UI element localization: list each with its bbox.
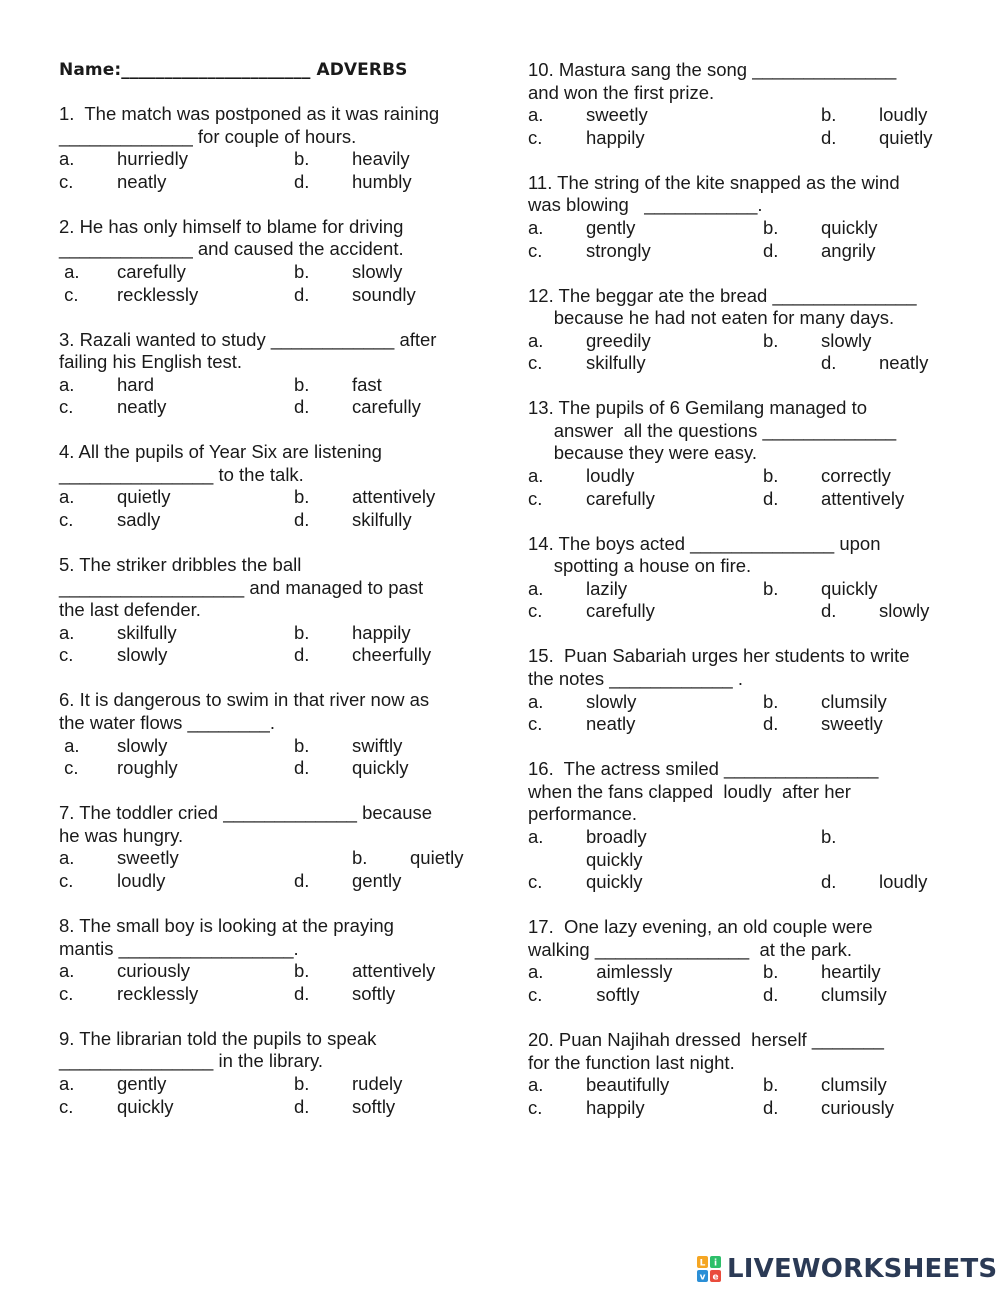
answer-options: [528, 961, 968, 1006]
option-word[interactable]: quietly: [117, 486, 171, 508]
question-line: the notes ____________ .: [528, 668, 743, 690]
question-text: [528, 59, 968, 104]
option-word[interactable]: gently: [586, 216, 636, 238]
option-row: [528, 465, 968, 488]
question-line: 3. Razali wanted to study ____________ after: [59, 328, 437, 350]
question-line: performance.: [528, 803, 637, 825]
option-letter: d.: [294, 757, 310, 779]
option-letter: d.: [821, 600, 837, 622]
option-row: [528, 578, 968, 601]
option-word[interactable]: skilfully: [117, 621, 177, 643]
answer-options: [528, 578, 968, 623]
option-row: [528, 984, 968, 1007]
question-text: [528, 645, 968, 690]
question-block: [59, 441, 479, 531]
option-letter: b.: [294, 960, 310, 982]
option-letter: c.: [59, 869, 74, 891]
question-line: mantis _________________.: [59, 937, 299, 959]
option-row: [528, 713, 968, 736]
option-letter: c.: [59, 644, 74, 666]
question-block: [528, 1029, 968, 1119]
question-line: walking _______________ at the park.: [528, 938, 853, 960]
option-letter: b.: [294, 260, 310, 282]
option-letter: c.: [59, 757, 79, 779]
option-letter: d.: [763, 487, 779, 509]
option-word[interactable]: sweetly: [586, 104, 648, 126]
question-line: 10. Mastura sang the song ______________: [528, 59, 897, 80]
option-letter: d.: [294, 644, 310, 666]
option-word[interactable]: slowly: [586, 690, 637, 712]
option-word[interactable]: quickly: [117, 1095, 174, 1117]
option-row: [59, 735, 479, 758]
option-letter: b.: [821, 104, 837, 126]
option-word[interactable]: happily: [352, 621, 411, 643]
question-text: [528, 758, 968, 826]
answer-options: [528, 465, 968, 510]
option-word[interactable]: neatly: [117, 396, 167, 418]
option-word[interactable]: neatly: [879, 352, 929, 374]
answer-options: [59, 1073, 479, 1118]
option-row: [528, 600, 968, 623]
option-letter: b.: [294, 621, 310, 643]
option-word[interactable]: attentively: [821, 487, 905, 509]
option-row: [528, 104, 968, 127]
option-word[interactable]: humbly: [352, 170, 412, 192]
answer-options: [59, 374, 479, 419]
option-letter: c.: [528, 713, 543, 735]
option-word[interactable]: neatly: [117, 170, 167, 192]
question-block: [59, 915, 479, 1005]
option-letter: a.: [528, 825, 544, 847]
option-letter: d.: [294, 283, 310, 305]
question-block: [59, 554, 479, 667]
option-word[interactable]: broadly: [586, 825, 647, 847]
option-word[interactable]: hard: [117, 373, 155, 395]
option-word[interactable]: attentively: [352, 960, 436, 982]
question-line: 17. One lazy evening, an old couple were: [528, 916, 873, 938]
option-letter: d.: [763, 1096, 779, 1118]
question-line: 6. It is dangerous to swim in that river now as: [59, 689, 430, 711]
option-word[interactable]: swiftly: [352, 734, 403, 756]
option-word[interactable]: gently: [352, 869, 402, 891]
answer-options: [528, 217, 968, 262]
question-text: [59, 329, 479, 374]
option-word[interactable]: loudly: [879, 104, 928, 126]
option-letter: c.: [59, 283, 79, 305]
option-letter: c.: [59, 982, 74, 1004]
option-letter: a.: [528, 465, 544, 487]
option-row: [528, 217, 968, 240]
option-word[interactable]: clumsily: [821, 690, 887, 712]
option-word[interactable]: slowly: [117, 734, 168, 756]
option-row: [528, 1074, 968, 1097]
option-letter: d.: [294, 170, 310, 192]
question-block: [528, 59, 968, 149]
option-row: [59, 284, 479, 307]
option-letter: c.: [528, 487, 543, 509]
option-word[interactable]: quickly: [821, 577, 878, 599]
answer-options: [59, 735, 479, 780]
option-row: [59, 870, 479, 893]
answer-options: [528, 691, 968, 736]
option-letter: a.: [528, 577, 544, 599]
option-row: [528, 826, 968, 849]
question-line: 12. The beggar ate the bread ______________: [528, 284, 917, 306]
question-line: spotting a house on fire.: [528, 555, 752, 577]
option-word[interactable]: quietly: [879, 126, 933, 148]
option-word[interactable]: skilfully: [352, 509, 412, 531]
question-block: [528, 645, 968, 735]
option-letter: a.: [59, 260, 80, 282]
option-letter: b.: [763, 329, 779, 351]
answer-options: [528, 330, 968, 375]
question-text: [59, 915, 479, 960]
question-line: 7. The toddler cried _____________ because: [59, 802, 433, 824]
option-row: [59, 622, 479, 645]
option-word[interactable]: curiously: [117, 960, 190, 982]
option-word[interactable]: slowly: [879, 600, 930, 622]
option-row: [59, 960, 479, 983]
answer-options: [59, 148, 479, 193]
option-letter: c.: [59, 170, 74, 192]
option-row: [59, 486, 479, 509]
question-line: 14. The boys acted ______________ upon: [528, 532, 881, 554]
question-line: 5. The striker dribbles the ball: [59, 554, 302, 576]
option-word[interactable]: quickly: [352, 757, 409, 779]
question-block: [528, 397, 968, 510]
question-line: _____________ for couple of hours.: [59, 125, 357, 147]
option-word[interactable]: lazily: [586, 577, 628, 599]
option-word[interactable]: greedily: [586, 329, 651, 351]
option-letter: a.: [528, 690, 544, 712]
option-word[interactable]: recklessly: [117, 283, 199, 305]
question-line: and won the first prize.: [528, 81, 715, 103]
option-word[interactable]: recklessly: [117, 982, 199, 1004]
option-word[interactable]: fast: [352, 373, 382, 395]
option-word[interactable]: skilfully: [586, 352, 646, 374]
option-row: [59, 171, 479, 194]
option-letter: c.: [528, 1096, 543, 1118]
question-line: 1. The match was postponed as it was raining: [59, 103, 440, 124]
option-row: [528, 871, 968, 894]
answer-options: [59, 486, 479, 531]
option-letter: d.: [821, 352, 837, 374]
option-letter: a.: [528, 1074, 544, 1096]
option-letter: a.: [528, 961, 544, 983]
option-row: [528, 961, 968, 984]
logo-letter: v: [699, 1272, 706, 1282]
question-line: answer all the questions _____________: [528, 419, 897, 441]
question-line: when the fans clapped loudly after her: [528, 780, 851, 802]
option-row: [528, 330, 968, 353]
liveworksheets-watermark: [697, 1254, 997, 1284]
logo-letter: L: [699, 1258, 706, 1269]
question-block: [59, 1028, 479, 1118]
question-text: [59, 103, 479, 148]
option-word[interactable]: loudly: [879, 871, 928, 893]
option-letter: d.: [763, 239, 779, 261]
option-row: [59, 983, 479, 1006]
question-text: [59, 802, 479, 847]
option-letter: d.: [294, 869, 310, 891]
question-line: the water flows ________.: [59, 712, 275, 734]
option-letter: d.: [294, 982, 310, 1004]
option-word[interactable]: roughly: [117, 757, 178, 779]
left-question-column: [59, 103, 479, 1140]
option-letter: c.: [528, 239, 543, 261]
option-letter: b.: [821, 825, 837, 847]
option-letter: a.: [59, 847, 75, 869]
option-word[interactable]: sadly: [117, 509, 161, 531]
option-word[interactable]: softly: [352, 1095, 396, 1117]
option-row: [59, 644, 479, 667]
option-word[interactable]: carefully: [352, 396, 421, 418]
question-line: 15. Puan Sabariah urges her students to write: [528, 645, 910, 667]
logo-letter: e: [712, 1272, 719, 1282]
option-letter: c.: [59, 396, 74, 418]
question-block: [528, 172, 968, 262]
option-word[interactable]: happily: [586, 1096, 645, 1118]
question-line: 20. Puan Najihah dressed herself _______: [528, 1028, 884, 1050]
answer-options: [59, 847, 479, 892]
option-letter: b.: [763, 465, 779, 487]
question-text: [528, 533, 968, 578]
option-letter: a.: [59, 960, 75, 982]
question-line: for the function last night.: [528, 1051, 735, 1073]
option-word[interactable]: beautifully: [586, 1074, 670, 1096]
option-letter: b.: [763, 690, 779, 712]
answer-options: [528, 104, 968, 149]
option-word[interactable]: softly: [586, 983, 640, 1005]
option-letter: b.: [294, 1072, 310, 1094]
question-block: [59, 802, 479, 892]
option-word[interactable]: heartily: [821, 961, 881, 983]
question-text: [528, 397, 968, 465]
option-word[interactable]: quickly: [586, 848, 643, 870]
option-letter: b.: [294, 734, 310, 756]
option-letter: a.: [59, 1072, 75, 1094]
option-word[interactable]: loudly: [117, 869, 166, 891]
option-word[interactable]: heavily: [352, 148, 410, 170]
question-text: [528, 1029, 968, 1074]
option-row: [59, 261, 479, 284]
option-letter: d.: [294, 396, 310, 418]
answer-options: [59, 622, 479, 667]
option-letter: a.: [59, 148, 75, 170]
option-letter: b.: [763, 216, 779, 238]
option-word[interactable]: correctly: [821, 465, 891, 487]
option-row: [59, 1096, 479, 1119]
question-block: [528, 916, 968, 1006]
option-word[interactable]: angrily: [821, 239, 876, 261]
option-letter: d.: [294, 509, 310, 531]
question-text: [528, 172, 968, 217]
option-row: [59, 396, 479, 419]
option-row: [528, 849, 968, 872]
question-text: [59, 554, 479, 622]
question-block: [528, 533, 968, 623]
option-letter: a.: [59, 621, 75, 643]
option-word[interactable]: attentively: [352, 486, 436, 508]
option-letter: c.: [528, 983, 543, 1005]
option-letter: b.: [763, 577, 779, 599]
option-word[interactable]: slowly: [821, 329, 872, 351]
question-line: was blowing ___________.: [528, 194, 763, 216]
question-line: he was hungry.: [59, 824, 184, 846]
question-text: [528, 916, 968, 961]
option-letter: a.: [59, 734, 80, 756]
question-text: [59, 689, 479, 734]
option-word[interactable]: aimlessly: [586, 961, 673, 983]
option-word[interactable]: sweetly: [117, 847, 179, 869]
option-word[interactable]: rudely: [352, 1072, 403, 1094]
question-text: [59, 441, 479, 486]
question-line: 8. The small boy is looking at the praying: [59, 914, 394, 936]
question-block: [528, 758, 968, 894]
option-word[interactable]: clumsily: [821, 1074, 887, 1096]
option-row: [59, 757, 479, 780]
question-line: __________________ and managed to past: [59, 576, 424, 598]
question-block: [59, 216, 479, 306]
option-letter: c.: [528, 126, 543, 148]
watermark-text: LIVEWORKSHEETS: [727, 1254, 998, 1284]
option-word[interactable]: carefully: [586, 487, 655, 509]
option-letter: c.: [59, 1095, 74, 1117]
answer-options: [528, 826, 968, 894]
option-letter: b.: [294, 148, 310, 170]
option-word[interactable]: happily: [586, 126, 645, 148]
option-row: [59, 509, 479, 532]
option-letter: d.: [821, 126, 837, 148]
question-line: 16. The actress smiled _______________: [528, 758, 879, 780]
liveworksheets-logo-icon: [697, 1256, 721, 1282]
option-letter: b.: [352, 847, 368, 869]
question-block: [59, 689, 479, 779]
option-letter: a.: [528, 104, 544, 126]
option-letter: d.: [763, 983, 779, 1005]
option-letter: b.: [763, 961, 779, 983]
option-word[interactable]: gently: [117, 1072, 167, 1094]
option-letter: d.: [294, 1095, 310, 1117]
option-letter: c.: [528, 600, 543, 622]
right-question-column: [528, 59, 968, 1142]
logo-letter: i: [713, 1258, 718, 1269]
option-word[interactable]: soundly: [352, 283, 416, 305]
option-word[interactable]: softly: [352, 982, 396, 1004]
question-text: [59, 216, 479, 261]
option-word[interactable]: curiously: [821, 1096, 894, 1118]
option-row: [59, 1073, 479, 1096]
question-line: because he had not eaten for many days.: [528, 307, 895, 329]
option-word[interactable]: slowly: [352, 260, 403, 282]
option-word[interactable]: clumsily: [821, 983, 887, 1005]
question-line: 9. The librarian told the pupils to speak: [59, 1027, 377, 1049]
option-row: [528, 240, 968, 263]
question-line: because they were easy.: [528, 442, 757, 464]
option-letter: a.: [528, 329, 544, 351]
question-text: [59, 1028, 479, 1073]
option-word[interactable]: neatly: [586, 713, 636, 735]
page-title: Name:______________________ ADVERBS: [59, 60, 408, 80]
option-row: [528, 488, 968, 511]
option-letter: a.: [59, 486, 75, 508]
option-word[interactable]: quickly: [821, 216, 878, 238]
option-letter: b.: [294, 486, 310, 508]
question-line: 11. The string of the kite snapped as the wind: [528, 171, 900, 193]
question-line: _______________ to the talk.: [59, 463, 304, 485]
question-line: failing his English test.: [59, 351, 243, 373]
option-letter: d.: [763, 713, 779, 735]
option-letter: a.: [528, 216, 544, 238]
option-row: [528, 691, 968, 714]
question-text: [528, 285, 968, 330]
option-word[interactable]: quietly: [410, 847, 464, 869]
option-word[interactable]: carefully: [117, 260, 186, 282]
answer-options: [59, 960, 479, 1005]
answer-options: [528, 1074, 968, 1119]
question-line: 2. He has only himself to blame for driving: [59, 215, 404, 237]
option-word[interactable]: loudly: [586, 465, 635, 487]
option-row: [528, 352, 968, 375]
option-word[interactable]: carefully: [586, 600, 655, 622]
option-word[interactable]: slowly: [117, 644, 168, 666]
question-block: [528, 285, 968, 375]
option-row: [528, 127, 968, 150]
option-word[interactable]: quickly: [586, 871, 643, 893]
option-word[interactable]: strongly: [586, 239, 651, 261]
question-block: [59, 103, 479, 193]
question-line: 4. All the pupils of Year Six are listening: [59, 441, 382, 463]
option-letter: b.: [294, 373, 310, 395]
option-letter: c.: [59, 509, 74, 531]
option-letter: d.: [821, 871, 837, 893]
question-line: _______________ in the library.: [59, 1050, 324, 1072]
option-row: [59, 148, 479, 171]
question-line: _____________ and caused the accident.: [59, 238, 404, 260]
option-letter: c.: [528, 352, 543, 374]
answer-options: [59, 261, 479, 306]
option-letter: a.: [59, 373, 75, 395]
option-word[interactable]: sweetly: [821, 713, 883, 735]
option-row: [528, 1097, 968, 1120]
option-letter: c.: [528, 871, 543, 893]
option-word[interactable]: hurriedly: [117, 148, 188, 170]
question-line: the last defender.: [59, 599, 201, 621]
option-word[interactable]: cheerfully: [352, 644, 432, 666]
question-line: 13. The pupils of 6 Gemilang managed to: [528, 397, 868, 419]
option-letter: b.: [763, 1074, 779, 1096]
option-row: [59, 374, 479, 397]
option-row: [59, 847, 479, 870]
question-block: [59, 329, 479, 419]
